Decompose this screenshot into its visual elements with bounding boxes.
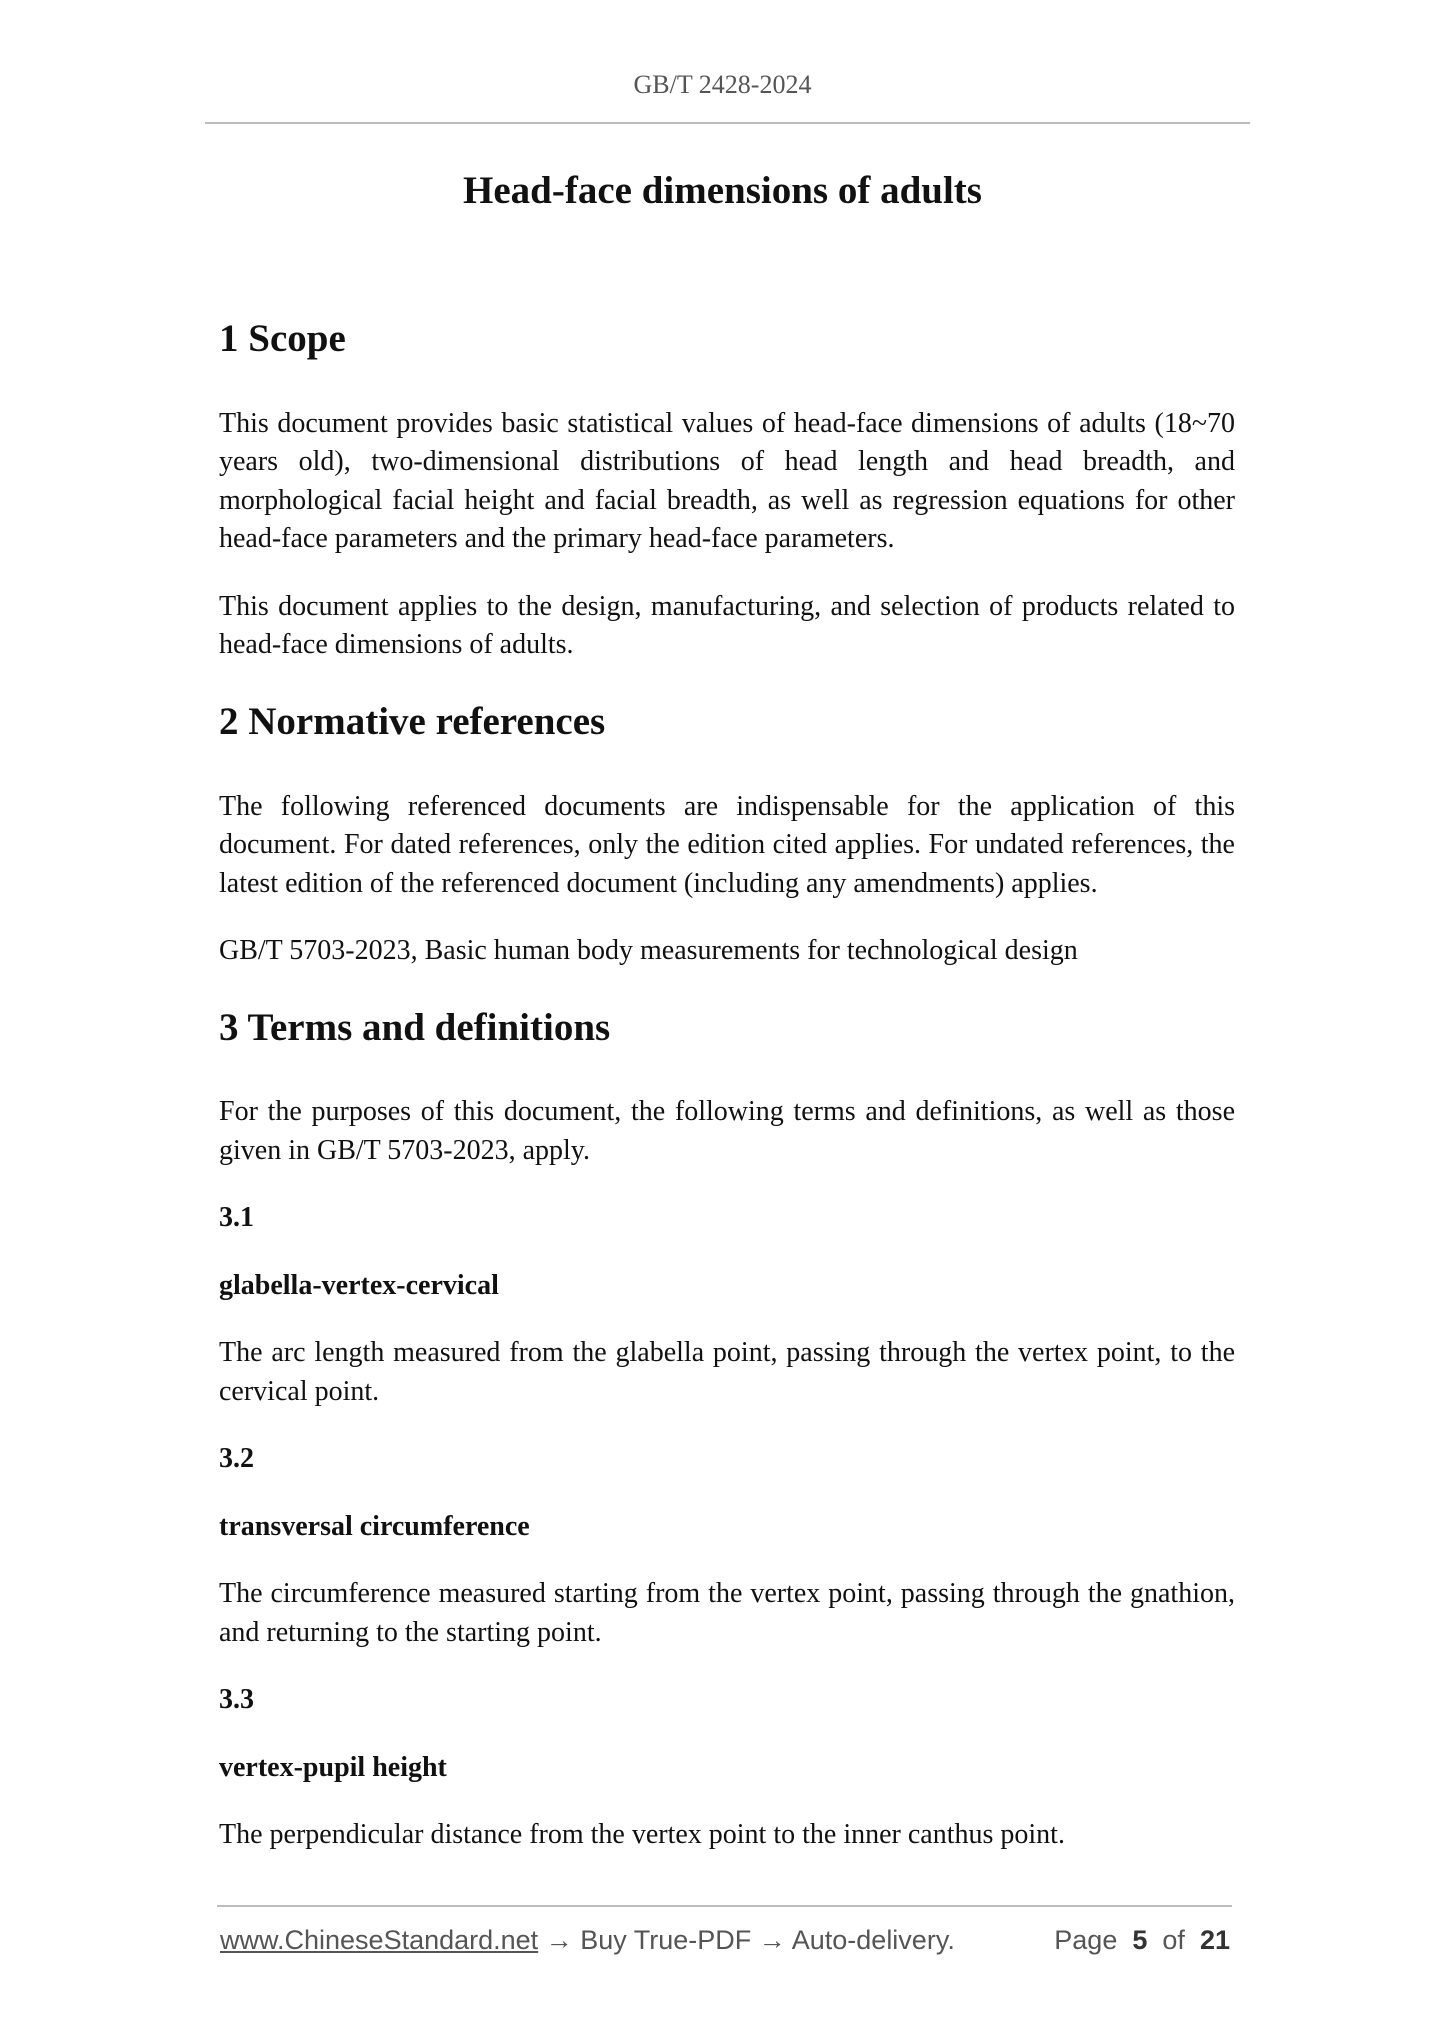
- footer-promo-text: → Buy True-PDF → Auto-delivery.: [538, 1925, 955, 1955]
- document-body: [219, 310, 1235, 1855]
- page-current: 5: [1132, 1925, 1148, 1955]
- term-number: 3.3: [219, 1684, 254, 1716]
- term-definition: The perpendicular distance from the vertex point to the inner canthus point.: [219, 1819, 1065, 1851]
- header-divider: [205, 122, 1250, 124]
- terms-intro-paragraph: For the purposes of this document, the following terms and definitions, as well as those given in GB/T 5703-2023, apply.: [219, 1096, 1235, 1166]
- term-name: vertex-pupil height: [219, 1751, 447, 1783]
- term-number: 3.2: [219, 1443, 254, 1475]
- section-heading-terms-definitions: 3 Terms and definitions: [219, 1005, 611, 1049]
- footer-promo: [220, 1925, 955, 1956]
- page-footer: [220, 1925, 1230, 1961]
- term-definition: The arc length measured from the glabella point, passing through the vertex point, to the cervical point.: [219, 1337, 1235, 1407]
- page-total: 21: [1199, 1925, 1230, 1955]
- page-number: [1054, 1925, 1230, 1956]
- document-title: Head-face dimensions of adults: [463, 169, 982, 212]
- term-name: transversal circumference: [219, 1510, 530, 1542]
- page-of-label: of: [1162, 1925, 1185, 1955]
- term-definition: The circumference measured starting from the vertex point, passing through the gnathion, and returning to the starting point.: [219, 1578, 1235, 1648]
- normative-reference-item: GB/T 5703-2023, Basic human body measurements for technological design: [219, 935, 1078, 967]
- running-header: GB/T 2428-2024: [633, 70, 812, 99]
- scope-paragraph-2: This document applies to the design, manufacturing, and selection of products related to head-face dimensions of adults.: [219, 590, 1235, 661]
- website-link[interactable]: www.ChineseStandard.net: [220, 1925, 539, 1955]
- scope-paragraph-1: This document provides basic statistical values of head-face dimensions of adults (18~70 years old), two-dimensional distributions of head length and head breadth, and morphological facial height and facial breadth, as well as regression equations for other head-face parameters and the primary head-face parameters.: [219, 407, 1235, 555]
- page-label: Page: [1054, 1925, 1118, 1955]
- section-heading-normative-references: 2 Normative references: [219, 699, 606, 743]
- term-name: glabella-vertex-cervical: [219, 1269, 499, 1301]
- footer-divider: [217, 1905, 1232, 1907]
- section-heading-scope: 1 Scope: [219, 317, 346, 360]
- term-number: 3.1: [219, 1202, 254, 1234]
- normative-paragraph: The following referenced documents are indispensable for the application of this document. For dated references, only the edition cited applies. For undated references, the latest edition of the referenced document (including any amendments) applies.: [219, 790, 1235, 899]
